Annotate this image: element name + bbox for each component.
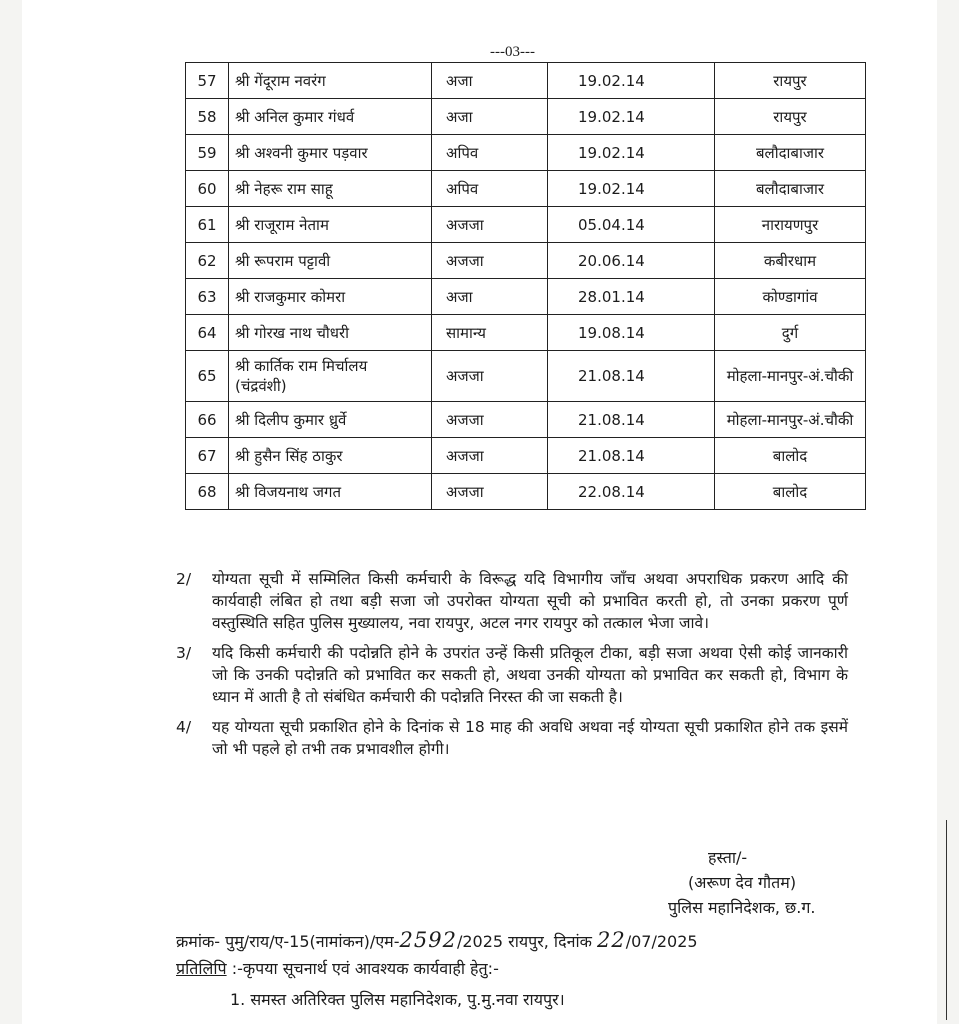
employee-name-text: श्री विजयनाथ जगत	[235, 482, 342, 501]
merit-list-table	[185, 62, 866, 510]
paragraph-number: 2/	[176, 570, 192, 588]
table-row	[186, 243, 866, 279]
posting-place: बलौदाबाजार	[715, 171, 866, 207]
employee-name-text: श्री कार्तिक राम मिर्चालय	[235, 357, 368, 375]
category: अपिव	[432, 171, 548, 207]
order-reference	[176, 928, 698, 952]
posting-place: कोण्डागांव	[715, 279, 866, 315]
table-row	[186, 207, 866, 243]
page-edge-line	[946, 820, 947, 1020]
paragraph-number: 4/	[176, 718, 192, 736]
paragraph-text: यदि किसी कर्मचारी की पदोन्नति होने के उपरांत उन्हें किसी प्रतिकूल टीका, बड़ी सजा अथवा ऐसी कोई जानकारी जो कि उनकी पदोन्नति को प्रभावित कर सकती हो, अथवा उनकी योग्यता को प्रभावित कर सकती हो, विभाग के ध्यान में आती है तो संबंधित कर्मचारी की पदोन्नति निरस्त की जा सकती है।	[212, 644, 848, 706]
signatory-designation: पुलिस महानिदेशक, छ.ग.	[668, 898, 816, 917]
category: अजजा	[432, 243, 548, 279]
employee-name-text: श्री नेहरू राम साहू	[235, 179, 333, 198]
date: 19.08.14	[548, 315, 715, 351]
paragraph-text: योग्यता सूची में सम्मिलित किसी कर्मचारी के विरूद्ध यदि विभागीय जाँच अथवा अपराधिक प्रकरण आदि की कार्यवाही लंबित हो तथा बड़ी सजा जो उपरोक्त योग्यता सूची को प्रभावित करती हो, तो उनका प्रकरण पूर्ण वस्तुस्थिति सहित पुलिस मुख्यालय, नवा रायपुर, अटल नगर रायपुर को तत्काल भेजा जावे।	[212, 570, 848, 632]
row-number: 58	[186, 99, 229, 135]
row-number: 66	[186, 402, 229, 438]
date: 22.08.14	[548, 474, 715, 510]
table-row	[186, 315, 866, 351]
date: 21.08.14	[548, 438, 715, 474]
row-number: 59	[186, 135, 229, 171]
order-prefix: क्रमांक- पुमु/राय/ए-15(नामांकन)/एम-	[176, 932, 400, 951]
posting-place: रायपुर	[715, 99, 866, 135]
paragraph-4	[176, 716, 848, 760]
category: अजा	[432, 99, 548, 135]
employee-name-cont: (चंद्रवंशी)	[235, 377, 287, 395]
employee-name	[229, 135, 432, 171]
row-number: 67	[186, 438, 229, 474]
employee-name	[229, 243, 432, 279]
employee-name-text: श्री राजूराम नेताम	[235, 215, 329, 234]
table-row	[186, 171, 866, 207]
page-number: ---03---	[490, 44, 535, 60]
row-number: 68	[186, 474, 229, 510]
employee-name-text: श्री रूपराम पट्टावी	[235, 251, 331, 270]
table-row	[186, 351, 866, 402]
employee-name	[229, 63, 432, 99]
category: अजा	[432, 279, 548, 315]
row-number: 57	[186, 63, 229, 99]
posting-place: दुर्ग	[715, 315, 866, 351]
row-number: 60	[186, 171, 229, 207]
posting-place: बलौदाबाजार	[715, 135, 866, 171]
date: 19.02.14	[548, 135, 715, 171]
employee-name	[229, 402, 432, 438]
posting-place: रायपुर	[715, 63, 866, 99]
posting-place: बालोद	[715, 438, 866, 474]
order-day-handwritten: 22	[596, 928, 626, 952]
posting-place: मोहला-मानपुर-अं.चौकी	[715, 402, 866, 438]
category: अजजा	[432, 402, 548, 438]
signed-mark: हस्ता/-	[708, 848, 748, 867]
order-suffix: /07/2025	[625, 932, 698, 951]
category: अजजा	[432, 351, 548, 402]
employee-name-text: श्री हुसैन सिंह ठाकुर	[235, 446, 343, 465]
table-row	[186, 402, 866, 438]
employee-name-text: श्री गोरख नाथ चौधरी	[235, 323, 349, 342]
paragraph-number: 3/	[176, 644, 192, 662]
posting-place: कबीरधाम	[715, 243, 866, 279]
signature-block	[668, 845, 815, 920]
employee-name	[229, 351, 432, 402]
row-number: 61	[186, 207, 229, 243]
table-row	[186, 135, 866, 171]
table-row	[186, 99, 866, 135]
copy-to	[176, 957, 499, 979]
employee-name	[229, 207, 432, 243]
copy-item-1: 1. समस्त अतिरिक्त पुलिस महानिदेशक, पु.मु.नवा रायपुर।	[230, 990, 565, 1009]
employee-name	[229, 279, 432, 315]
employee-name-text: श्री अनिल कुमार गंधर्व	[235, 107, 355, 126]
order-middle: /2025 रायपुर, दिनांक	[456, 932, 592, 951]
date: 05.04.14	[548, 207, 715, 243]
employee-name-text: श्री गेंदूराम नवरंग	[235, 71, 326, 90]
paragraph-2	[176, 568, 848, 634]
signatory-name: (अरूण देव गौतम)	[688, 873, 797, 892]
posting-place: बालोद	[715, 474, 866, 510]
employee-name	[229, 171, 432, 207]
category: सामान्य	[432, 315, 548, 351]
posting-place: नारायणपुर	[715, 207, 866, 243]
employee-name	[229, 438, 432, 474]
row-number: 64	[186, 315, 229, 351]
order-number-handwritten: 2592	[399, 928, 457, 952]
row-number: 62	[186, 243, 229, 279]
paragraph-3	[176, 642, 848, 708]
category: अजजा	[432, 438, 548, 474]
employee-name	[229, 99, 432, 135]
paragraph-text: यह योग्यता सूची प्रकाशित होने के दिनांक से 18 माह की अवधि अथवा नई योग्यता सूची प्रकाशित होने तक इसमें जो भी पहले हो तभी तक प्रभावशील होगी।	[212, 718, 848, 758]
date: 21.08.14	[548, 402, 715, 438]
employee-name	[229, 474, 432, 510]
date: 21.08.14	[548, 351, 715, 402]
table-row	[186, 63, 866, 99]
table-row	[186, 438, 866, 474]
date: 19.02.14	[548, 99, 715, 135]
copy-text: :-कृपया सूचनार्थ एवं आवश्यक कार्यवाही हेतु:-	[231, 959, 499, 978]
row-number: 63	[186, 279, 229, 315]
date: 20.06.14	[548, 243, 715, 279]
category: अपिव	[432, 135, 548, 171]
copy-label: प्रतिलिपि	[176, 959, 227, 978]
row-number: 65	[186, 351, 229, 402]
employee-name-text: श्री राजकुमार कोमरा	[235, 287, 346, 306]
employee-name-text: श्री दिलीप कुमार ध्रुर्वे	[235, 410, 347, 429]
date: 19.02.14	[548, 171, 715, 207]
category: अजा	[432, 63, 548, 99]
date: 19.02.14	[548, 63, 715, 99]
category: अजजा	[432, 207, 548, 243]
employee-name-text: श्री अश्वनी कुमार पड़वार	[235, 143, 368, 162]
posting-place: मोहला-मानपुर-अं.चौकी	[715, 351, 866, 402]
table-row	[186, 279, 866, 315]
employee-name	[229, 315, 432, 351]
category: अजजा	[432, 474, 548, 510]
table-row	[186, 474, 866, 510]
date: 28.01.14	[548, 279, 715, 315]
instructions	[176, 568, 848, 768]
